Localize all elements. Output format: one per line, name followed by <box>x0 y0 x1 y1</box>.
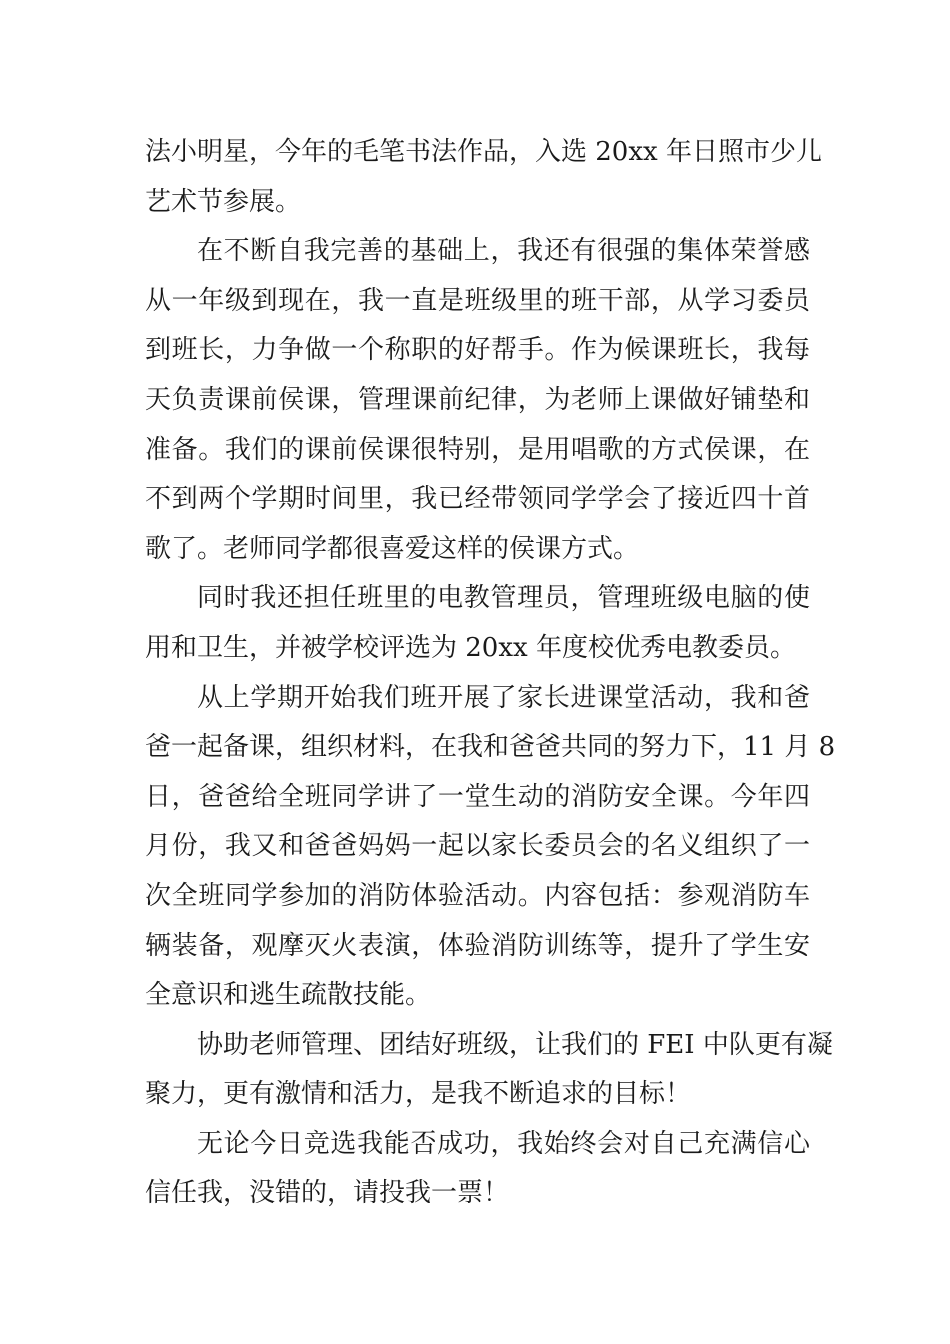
text-line: 法小明星，今年的毛笔书法作品，入选 20xx 年日照市少儿 <box>145 137 822 167</box>
text-line: 全意识和逃生疏散技能。 <box>145 980 432 1011</box>
text-line: 辆装备，观摩灭火表演，体验消防训练等，提升了学生安 <box>145 930 810 961</box>
text-line: 到班长，力争做一个称职的好帮手。作为候课班长，我每 <box>145 335 810 366</box>
text-line: 同时我还担任班里的电教管理员，管理班级电脑的使 <box>197 583 810 614</box>
document-body <box>145 128 836 1219</box>
paragraph <box>145 1021 833 1120</box>
text-line: 聚力，更有激情和活力，是我不断追求的目标！ <box>145 1079 692 1110</box>
paragraph <box>145 128 822 227</box>
text-line: 歌了。老师同学都很喜爱这样的侯课方式。 <box>145 533 640 564</box>
text-line: 日，爸爸给全班同学讲了一堂生动的消防安全课。今年四 <box>145 781 810 812</box>
text-line: 从上学期开始我们班开展了家长进课堂活动，我和爸 <box>197 682 810 713</box>
text-line: 次全班同学参加的消防体验活动。内容包括：参观消防车 <box>145 880 810 911</box>
text-line: 艺术节参展。 <box>145 186 302 217</box>
text-line: 信任我，没错的，请投我一票！ <box>145 1178 510 1209</box>
text-line: 不到两个学期时间里，我已经带领同学学会了接近四十首 <box>145 484 810 515</box>
paragraph <box>145 227 810 574</box>
text-line: 月份，我又和爸爸妈妈一起以家长委员会的名义组织了一 <box>145 831 810 862</box>
text-line: 爸一起备课，组织材料，在我和爸爸共同的努力下，11 月 8 <box>145 732 836 763</box>
text-line: 用和卫生，并被学校评选为 20xx 年度校优秀电教委员。 <box>145 632 796 663</box>
text-line: 从一年级到现在，我一直是班级里的班干部，从学习委员 <box>145 285 810 316</box>
text-line: 天负责课前侯课，管理课前纪律，为老师上课做好铺垫和 <box>145 384 810 415</box>
text-line: 无论今日竞选我能否成功，我始终会对自己充满信心 <box>197 1128 810 1159</box>
paragraph <box>145 1120 810 1219</box>
text-line: 准备。我们的课前侯课很特别，是用唱歌的方式侯课，在 <box>145 434 810 465</box>
paragraph <box>145 574 810 673</box>
text-line: 协助老师管理、团结好班级，让我们的 FEI 中队更有凝 <box>197 1029 833 1060</box>
paragraph <box>145 674 836 1021</box>
text-line: 在不断自我完善的基础上，我还有很强的集体荣誉感 <box>197 236 810 267</box>
